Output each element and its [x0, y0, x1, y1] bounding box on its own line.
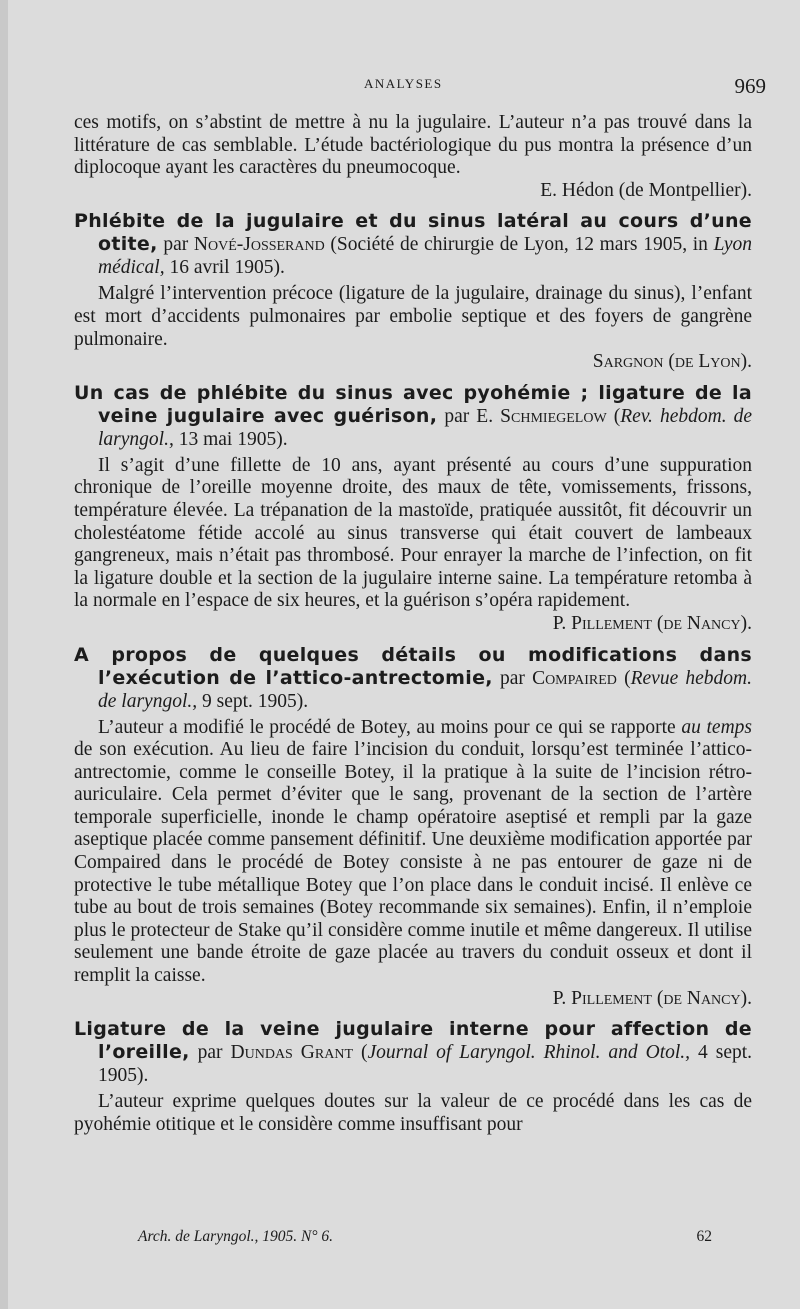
article-4-journal: Journal of Laryngol. Rhinol. and Otol., [367, 1042, 691, 1064]
article-1-body-text: Malgré l’intervention précoce (ligature de la jugulaire, drainage du sinus), l’enfant est mort d’accidents pulmonaires par embolie septique et des foyers de gangrène pulmonaire. [74, 283, 752, 350]
intro-signature: E. Hédon (de Montpellier). [540, 179, 752, 201]
article-3-author: Compaired [532, 667, 617, 689]
article-3-body-post: de son exécution. Au lieu de faire l’incision du conduit, lorsqu’est terminée l’attico-antrectomie, comme le conseille Botey, il la pratique à la suite de l’incision rétro-auriculaire. Cela permet d’éviter que le sang, provenant de la section de l’artère temporale superficielle, inonde le champ opératoire aseptisé et rempli par la gaze aseptique placée comme pansement définitif. Une deuxième modification apportée par Compaired dans le procédé de Botey consiste à ne pas entourer de gaze ni de protective le tube métallique Botey que l’on place dans le conduit incisé. Il enlève ce tube au bout de trois semaines (Botey recommande six semaines). Enfin, il n’emploie plus le protecteur de Stake qu’il considère comme inutile et même dangereux. Il utilise seulement une bande étroite de gaze placée au travers du conduit osseux et dont il remplit la caisse. [74, 739, 752, 987]
article-3-source-pre: ( [624, 667, 631, 689]
article-4 [74, 1018, 752, 1136]
article-1-heading [74, 210, 752, 279]
page-footer [138, 1228, 712, 1246]
article-2-body-text: Il s’agit d’une fillette de 10 ans, ayant présenté au cours d’une suppuration chronique de l’oreille moyenne droite, des maux de tête, vomissements, frissons, température élevée. La trépanation de la mastoïde, pratiquée aussitôt, fit découvrir un cholestéatome fétide accolé au sinus transverse qui était couvert de lambeaux gangreneux, mais n’était pas thrombosé. Pour enrayer la marche de l’infection, on fit la ligature double et la section de la jugulaire interne saine. La température retomba à la normale en l’espace de six heures, et la guérison s’opéra rapidement. [74, 454, 752, 612]
article-3-journal: Revue hebdom. de laryngol., [98, 667, 753, 712]
running-title: ANALYSES [364, 76, 443, 91]
article-3-source-post: 9 sept. 1905). [201, 690, 309, 712]
article-4-author: Dundas Grant [230, 1042, 353, 1064]
article-3-body-emphasis: au temps [681, 716, 753, 738]
article-4-title: Ligature de la veine jugulaire interne pour affection de l’oreille, [74, 1018, 752, 1064]
page [8, 0, 800, 1309]
article-1-body [74, 283, 752, 351]
article-2-journal: Rev. hebdom. de laryngol., [98, 405, 753, 450]
article-2-source-post: 13 mai 1905). [178, 428, 288, 450]
article-1-source-post: 16 avril 1905). [169, 257, 285, 279]
article-3-title: A propos de quelques détails ou modifications dans l’exécution de l’attico-antrectomie, [74, 643, 752, 689]
article-column [74, 112, 752, 1136]
article-3-body-pre: L’auteur a modifié le procédé de Botey, au moins pour ce qui se rapporte [98, 716, 676, 738]
article-4-by: par [197, 1042, 223, 1064]
article-4-body [74, 1091, 752, 1136]
article-3 [74, 644, 752, 1011]
article-3-body [74, 717, 752, 988]
article-4-body-text: L’auteur exprime quelques doutes sur la valeur de ce procédé dans les cas de pyohémie otitique et le considère comme insuffisant pour [74, 1091, 752, 1135]
article-4-heading [74, 1018, 752, 1087]
article-4-source-pre: ( [360, 1042, 368, 1064]
article-2-signature-text: P. Pillement (de Nancy). [552, 612, 752, 634]
article-1-journal: Lyon médical, [98, 234, 753, 279]
article-1-signature [74, 351, 752, 374]
article-3-signature [74, 988, 752, 1011]
footer-journal: Arch. de Laryngol., 1905. N° 6. [138, 1228, 334, 1245]
footer-signature-mark: 62 [696, 1228, 712, 1245]
article-1 [74, 210, 752, 373]
article-2-by: par E. [444, 405, 494, 427]
article-2-body [74, 455, 752, 613]
article-2 [74, 382, 752, 636]
article-1-source-pre: (Société de chirurgie de Lyon, 12 mars 1905, in [330, 234, 708, 256]
running-head [8, 74, 800, 98]
article-1-author: Nové-Josserand [193, 234, 325, 256]
article-3-by: par [499, 667, 525, 689]
article-2-source-pre: ( [613, 405, 621, 427]
page-number: 969 [734, 74, 766, 98]
intro-paragraph: ces motifs, on s’abstint de mettre à nu la jugulaire. L’auteur n’a pas trouvé dans la littérature de cas semblable. L’étude bactériologique du pus montra la présence d’un diplocoque ayant les caractères du pneumocoque. [74, 112, 752, 179]
article-2-title: Un cas de phlébite du sinus avec pyohémie ; ligature de la veine jugulaire avec guérison, [74, 381, 752, 427]
article-1-by: par [163, 234, 189, 256]
article-3-signature-text: P. Pillement (de Nancy). [552, 987, 752, 1009]
article-1-title: Phlébite de la jugulaire et du sinus latéral au cours d’une otite, [74, 210, 752, 256]
article-1-signature-text: Sargnon (de Lyon). [592, 351, 752, 373]
article-2-signature [74, 613, 752, 636]
article-2-author: Schmiegelow [500, 405, 607, 427]
article-3-heading [74, 644, 752, 713]
article-2-heading [74, 382, 752, 451]
article-4-source-post: 4 sept. 1905). [98, 1042, 753, 1087]
